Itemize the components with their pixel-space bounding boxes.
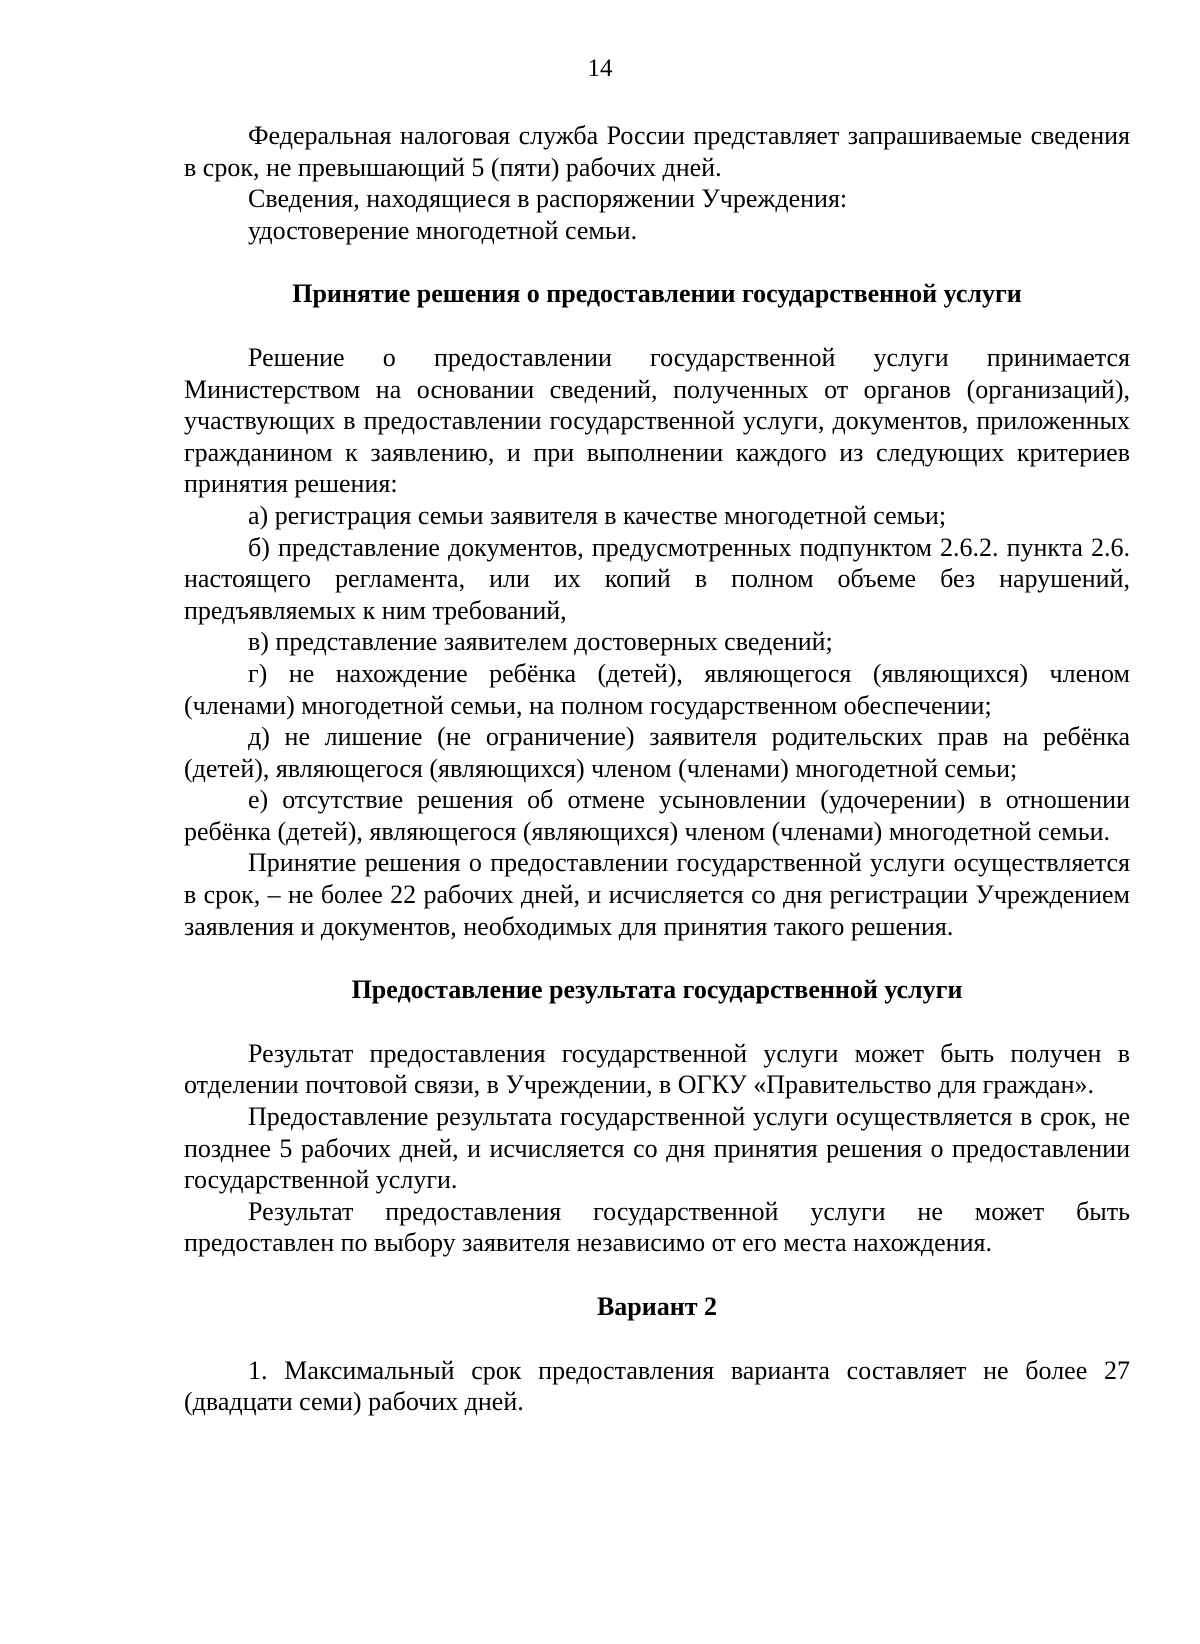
paragraph: Решение о предоставлении государственной услуги принимается Министерством на основании сведений, полученных от органов (организаций), участвующих в предоставлении государственной услуги, документов, приложенных гражданином к заявлению, и при выполнении каждого из следующих критериев принятия решения: <box>184 342 1130 499</box>
paragraph: Принятие решения о предоставлении государственной услуги осуществляется в срок, – не более 22 рабочих дней, и исчисляется со дня регистрации Учреждением заявления и документов, необходимых для принятия такого решения. <box>184 848 1130 941</box>
page-number: 14 <box>587 55 613 82</box>
list-item: в) представление заявителем достоверных сведений; <box>248 627 833 657</box>
section-heading: Принятие решения о предоставлении государственной услуги <box>292 279 1022 309</box>
section-heading: Предоставление результата государственной услуги <box>351 975 963 1005</box>
list-item: б) представление документов, предусмотренных подпунктом 2.6.2. пункта 2.6. настоящего регламента, или их копий в полном объеме без нарушений, предъявляемых к ним требований, <box>184 532 1130 625</box>
document-body <box>184 120 1130 1418</box>
variant-heading: Вариант 2 <box>596 1292 718 1321</box>
paragraph: Сведения, находящиеся в распоряжении Учреждения: <box>248 184 848 214</box>
list-item: д) не лишение (не ограничение) заявителя родительских прав на ребёнка (детей), являющегося (являющихся) членом (членами) многодетной семьи; <box>184 722 1130 783</box>
list-item: г) не нахождение ребёнка (детей), являющегося (являющихся) членом (членами) многодетной семьи, на полном государственном обеспечении; <box>184 658 1130 720</box>
paragraph: Федеральная налоговая служба России представляет запрашиваемые сведения в срок, не превышающий 5 (пяти) рабочих дней. <box>184 121 1130 182</box>
list-item: е) отсутствие решения об отмене усыновлении (удочерении) в отношении ребёнка (детей), являющегося (являющихся) членом (членами) многодетной семьи. <box>184 785 1130 846</box>
paragraph: удостоверение многодетной семьи. <box>248 215 638 245</box>
paragraph: Результат предоставления государственной услуги может быть получен в отделении почтовой связи, в Учреждении, в ОГКУ «Правительство для граждан». <box>184 1038 1130 1100</box>
paragraph: Результат предоставления государственной услуги не может быть предоставлен по выбору заявителя независимо от его места нахождения. <box>184 1196 1130 1258</box>
list-item: а) регистрация семьи заявителя в качестве многодетной семьи; <box>248 500 947 530</box>
paragraph: 1. Максимальный срок предоставления варианта составляет не более 27 (двадцати семи) рабочих дней. <box>184 1355 1130 1417</box>
paragraph: Предоставление результата государственной услуги осуществляется в срок, не позднее 5 рабочих дней, и исчисляется со дня принятия решения о предоставлении государственной услуги. <box>184 1102 1130 1195</box>
